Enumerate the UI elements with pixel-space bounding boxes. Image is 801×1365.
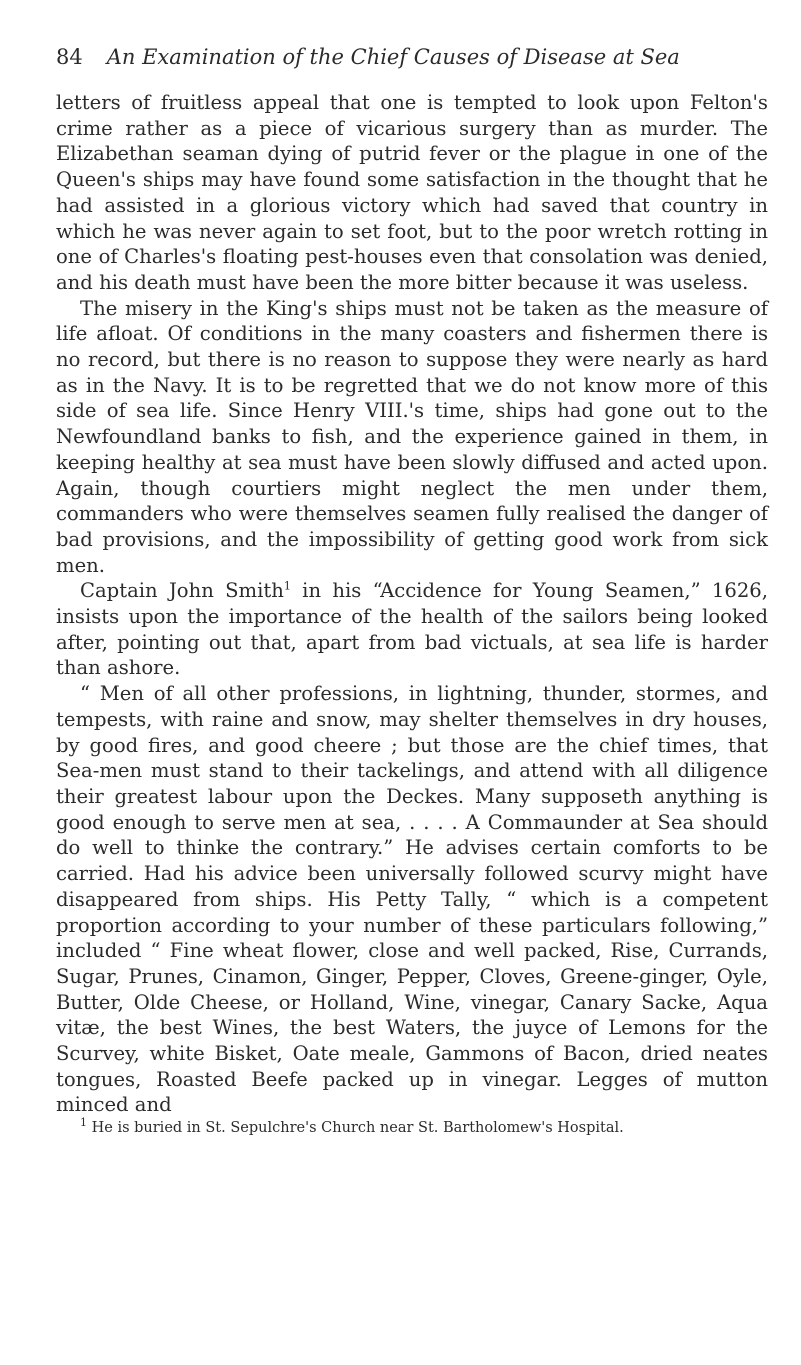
footnote: [56, 1116, 768, 1138]
paragraph-kings-ships: The misery in the King's ships must not be taken as the measure of life afloat. Of conditions in the many coasters and fishermen there is no record, but there is no reason to suppose they were nearly as hard as in the Navy. It is to be regretted that we do not know more of this side of sea life. Since Henry VIII.'s time, ships had gone out to the Newfoundland banks to fish, and the experience gained in them, in keeping healthy at sea must have been slowly diffused and acted upon. Again, though courtiers might neglect the men under them, commanders who were themselves seamen fully realised the danger of bad provisions, and the impossibility of getting good work from sick men.: [56, 296, 768, 577]
paragraph-john-smith: [56, 578, 768, 681]
running-title: An Examination of the Chief Causes of Disease at Sea: [106, 45, 680, 69]
book-page: [56, 44, 768, 1138]
body-text: [56, 90, 768, 1118]
page-number: 84: [56, 45, 83, 69]
paragraph-felton: letters of fruitless appeal that one is tempted to look upon Felton's crime rather as a piece of vicarious surgery than as murder. The Elizabethan seaman dying of putrid fever or the plague in one of the Queen's ships may have found some satisfaction in the thought that he had assisted in a glorious victory which had saved that country in which he was never again to set foot, but to the poor wretch rotting in one of Charles's floating pest-houses even that consolation was denied, and his death must have been the more bitter because it was useless.: [56, 91, 768, 294]
running-head: [56, 44, 768, 70]
footnote-text: He is buried in St. Sepulchre's Church near St. Bartholomew's Hospital.: [87, 1120, 624, 1137]
smith-text-end: in his “Accidence for Young Seamen,” 1626, insists upon the importance of the health of the sailors being looked after, pointing out that, apart from bad victuals, at sea life is harder than ashore.: [56, 579, 768, 680]
smith-text-start: Captain John Smith: [80, 579, 284, 603]
paragraph-smith-quote: “ Men of all other professions, in lightning, thunder, stormes, and tempests, with raine and snow, may shelter themselves in dry houses, by good fires, and good cheere ; but those are the chief times, that Sea-men must stand to their tackelings, and attend with all diligence their greatest labour upon the Deckes. Many supposeth anything is good enough to serve men at sea, . . . . A Commaunder at Sea should do well to thinke the contrary.” He advises certain comforts to be carried. Had his advice been universally followed scurvy might have disappeared from ships. His Petty Tally, “ which is a competent proportion according to your number of these particulars following,” included “ Fine wheat flower, close and well packed, Rise, Currands, Sugar, Prunes, Cinamon, Ginger, Pepper, Cloves, Greene-ginger, Oyle, Butter, Olde Cheese, or Holland, Wine, vinegar, Canary Sacke, Aqua vitæ, the best Wines, the best Waters, the juyce of Lemons for the Scurvey, white Bisket, Oate meale, Gammons of Bacon, dried neates tongues, Roasted Beefe packed up in vinegar. Legges of mutton minced and: [56, 682, 768, 1117]
footnote-mark: 1: [80, 1116, 87, 1130]
footnote-reference: 1: [283, 579, 291, 593]
